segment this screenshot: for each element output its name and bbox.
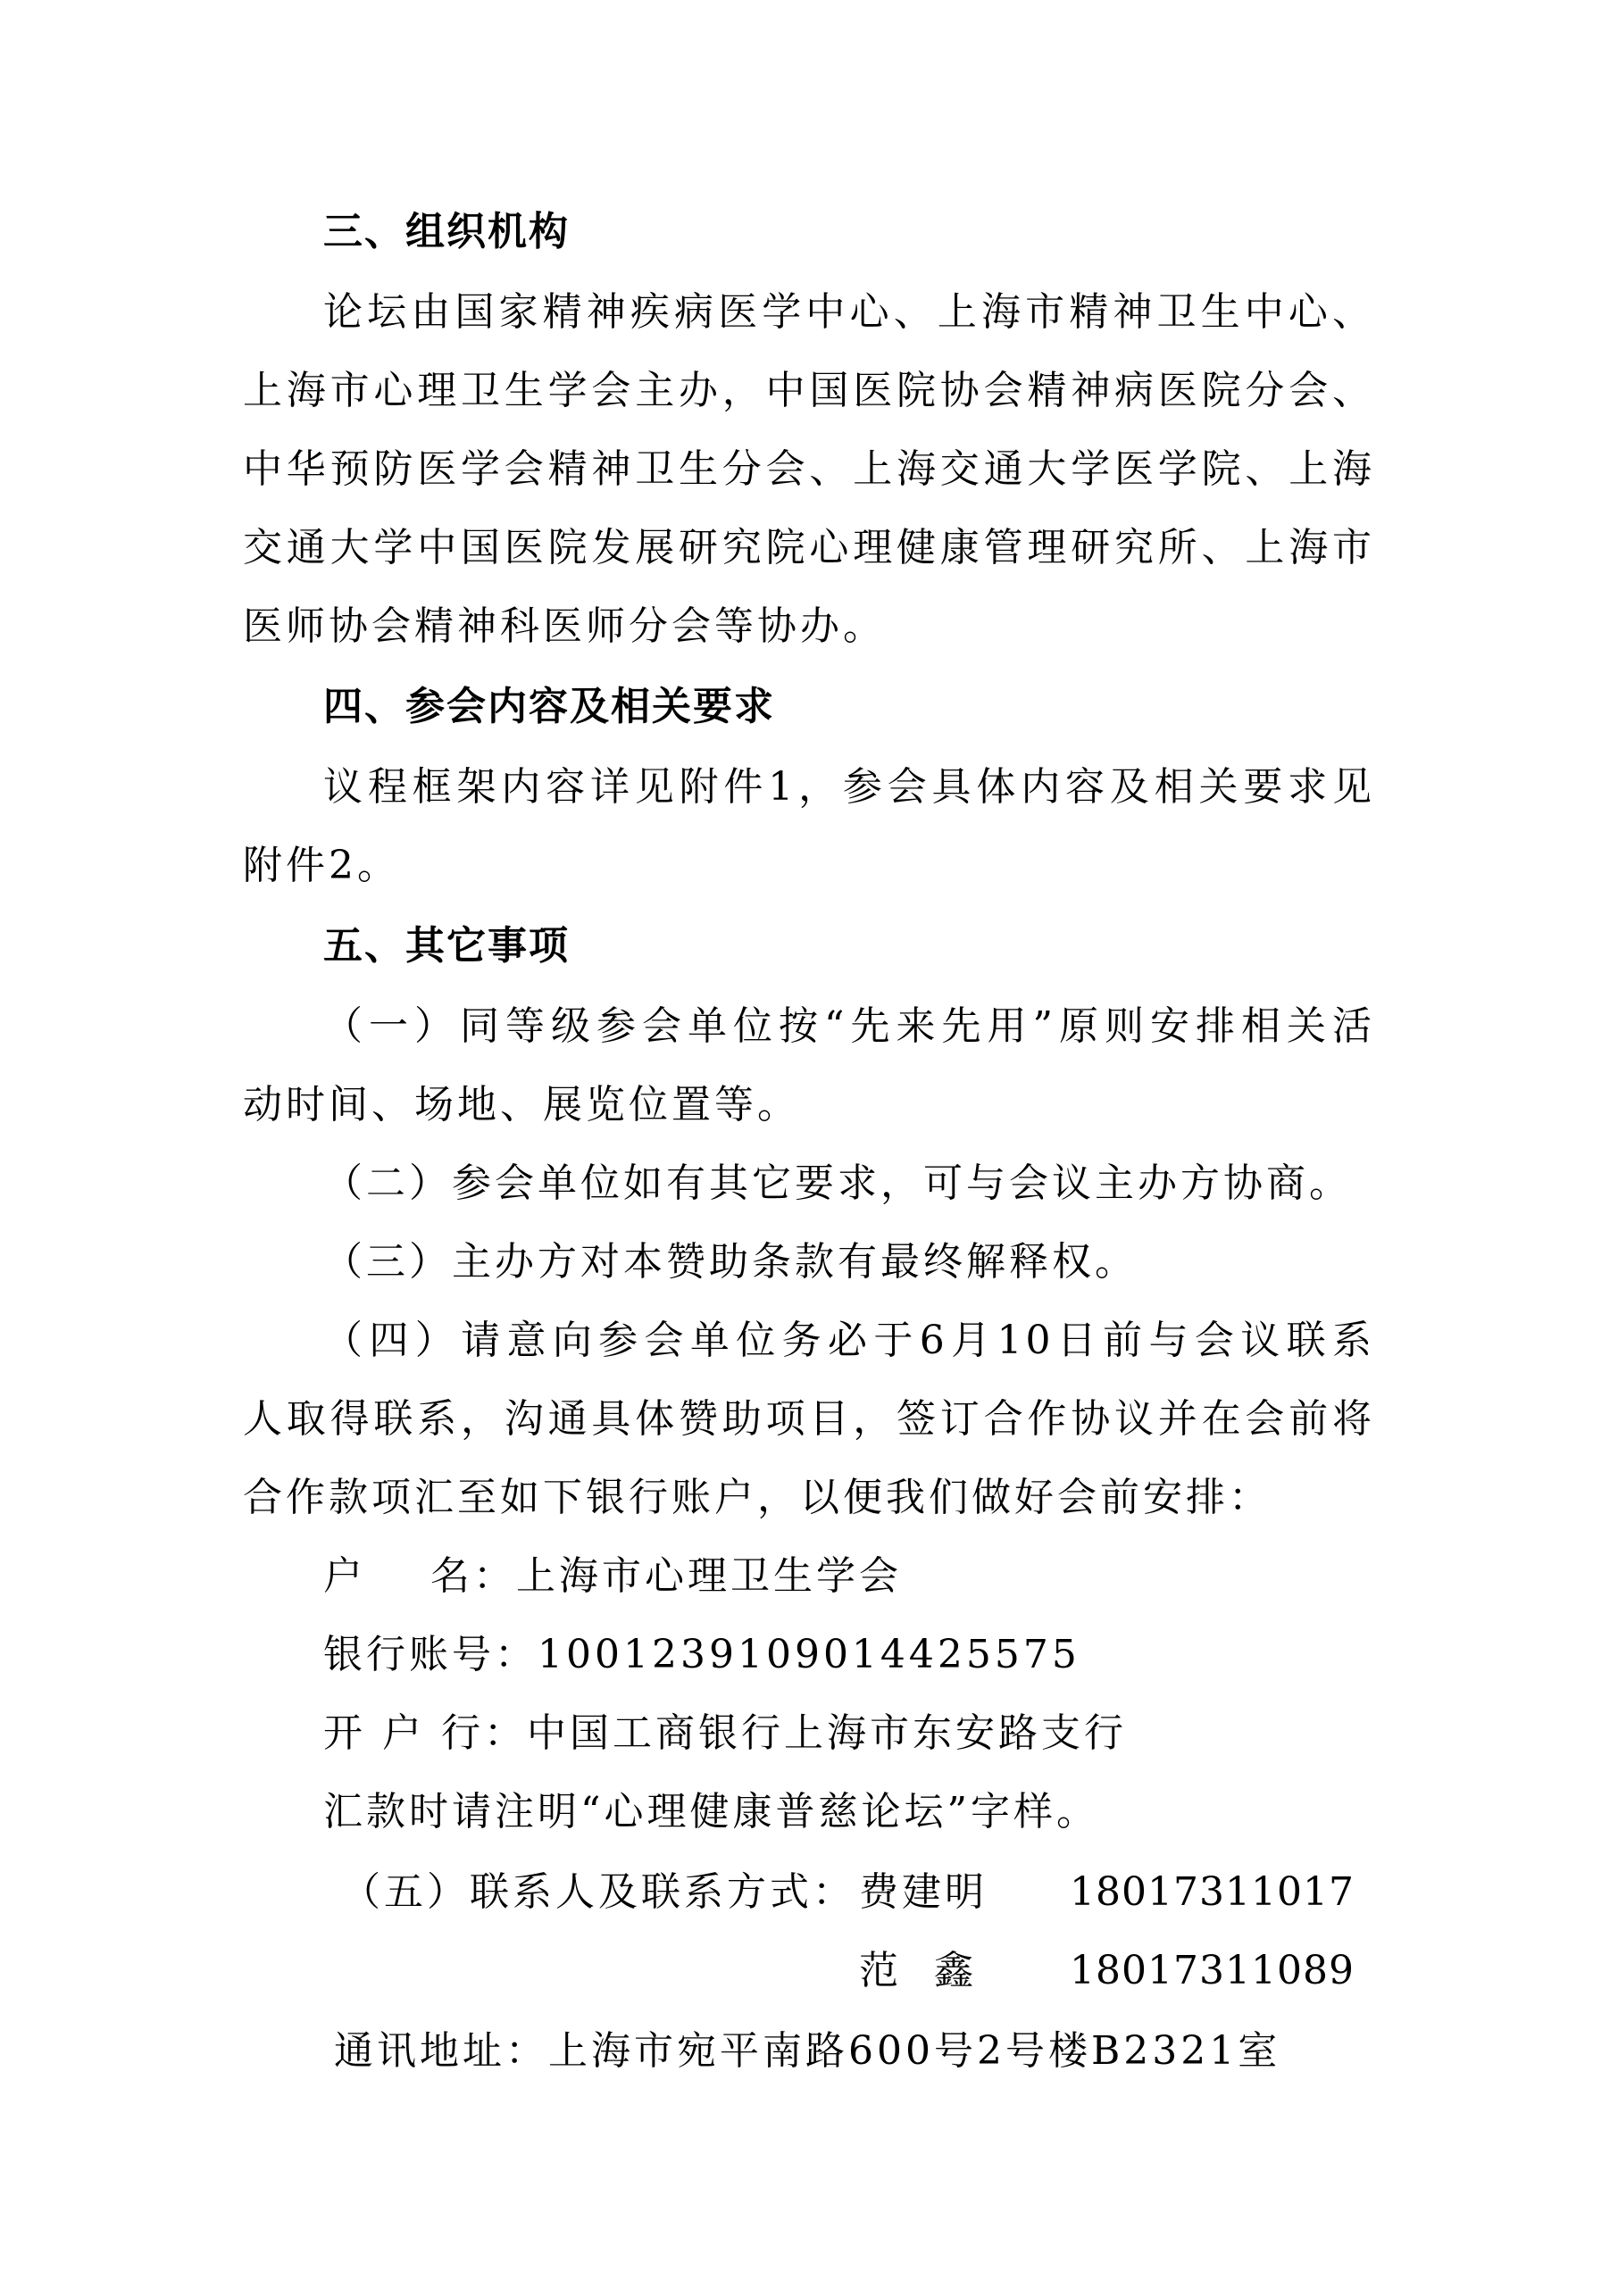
- item-4-line: 合作款项汇至如下银行账户，以便我们做好会前安排：: [243, 1475, 1272, 1520]
- bank-account-number: 银行账号：1001239109014425575: [323, 1632, 1080, 1677]
- paragraph-line: 交通大学中国医院发展研究院心理健康管理研究所、上海市: [243, 525, 1375, 570]
- item-4-line: 人取得联系，沟通具体赞助项目，签订合作协议并在会前将: [243, 1396, 1375, 1442]
- bank-branch: 开 户 行：中国工商银行上海市东安路支行: [323, 1710, 1127, 1756]
- paragraph-line: 上海市心理卫生学会主办，中国医院协会精神病医院分会、: [243, 368, 1375, 413]
- remit-note: 汇款时请注明“心理健康普慈论坛”字样。: [323, 1789, 1099, 1834]
- paragraph-line: 医师协会精神科医师分会等协办。: [243, 603, 886, 649]
- item-3: （三）主办方对本赞助条款有最终解释权。: [323, 1239, 1138, 1285]
- paragraph-line: 议程框架内容详见附件1，参会具体内容及相关要求见: [323, 764, 1375, 810]
- item-2: （二）参会单位如有其它要求，可与会议主办方协商。: [323, 1160, 1352, 1206]
- item-5-label: （五）联系人及联系方式：: [341, 1869, 855, 1915]
- contact-name: 范 鑫: [859, 1948, 977, 1993]
- paragraph-line: 附件2。: [243, 843, 400, 888]
- contact-phone: 18017311089: [1070, 1948, 1355, 1993]
- contact-name: 费建明: [859, 1869, 988, 1915]
- section-5-heading: 五、其它事项: [323, 923, 570, 969]
- section-4-heading: 四、参会内容及相关要求: [323, 684, 775, 729]
- item-4-line: （四）请意向参会单位务必于6月10日前与会议联系: [323, 1318, 1375, 1363]
- paragraph-line: 论坛由国家精神疾病医学中心、上海市精神卫生中心、: [323, 289, 1375, 335]
- bank-account-name: 户 名：上海市心理卫生学会: [323, 1553, 902, 1599]
- paragraph-line: 中华预防医学会精神卫生分会、上海交通大学医学院、上海: [243, 446, 1375, 492]
- item-1-line: 动时间、场地、展览位置等。: [243, 1082, 800, 1127]
- mailing-address: 通讯地址：上海市宛平南路600号2号楼B2321室: [334, 2028, 1281, 2074]
- section-3-heading: 三、组织机构: [323, 209, 570, 254]
- item-1-line: （一）同等级参会单位按“先来先用”原则安排相关活: [323, 1003, 1375, 1049]
- contact-phone: 18017311017: [1070, 1869, 1355, 1915]
